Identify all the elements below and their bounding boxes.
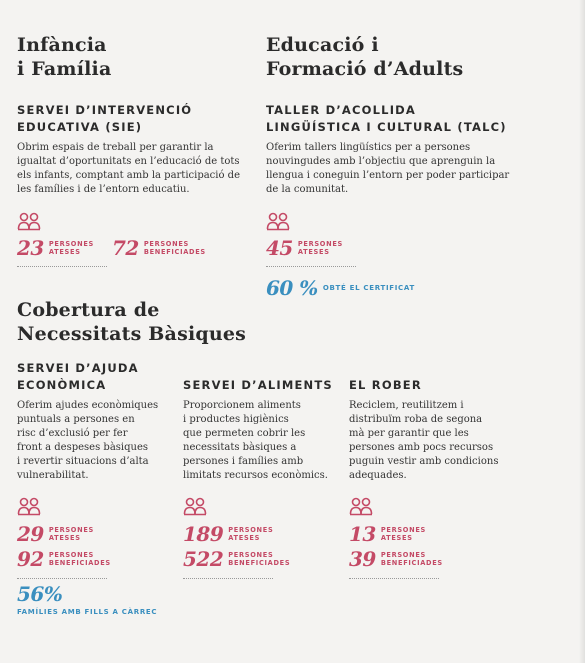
stat-ateses-aliments [183, 522, 273, 546]
stat-label [49, 240, 94, 256]
percent-value: 56% [17, 582, 63, 606]
stat-label-line: ATESES [48, 534, 81, 542]
description-line: llengua i coneguin l’entorn per poder participar [266, 170, 510, 181]
stat-ateses-ajuda [17, 522, 94, 546]
description-line: Reciclem, reutilitzem i [349, 400, 464, 411]
stat-label-line: PERSONES [143, 240, 189, 248]
stat-label-line: BENEFICIADES [143, 248, 206, 256]
stat-label-line: ATESES [297, 248, 330, 256]
stat-ateses-rober [349, 522, 426, 546]
description-line: de la comunitat. [266, 184, 349, 195]
people-icon [349, 497, 373, 516]
title-line: Cobertura de [17, 299, 160, 321]
stat-value: 39 [349, 547, 376, 571]
stat-value: 522 [183, 547, 224, 571]
description-line: limitats recursos econòmics. [183, 470, 328, 481]
description-line: persones i famílies amb [183, 456, 304, 467]
stat-label [381, 551, 443, 567]
stat-label-line: PERSONES [48, 551, 94, 559]
stat-ateses-talc [266, 236, 343, 260]
description-line: adequades. [349, 470, 407, 481]
section-title-infancia [17, 33, 111, 81]
stat-value: 72 [112, 236, 139, 260]
stat-label-line: PERSONES [48, 240, 94, 248]
divider [183, 578, 273, 579]
stat-label [144, 240, 206, 256]
description-line: Oferim tallers lingüístics per a persones [266, 142, 471, 153]
stat-label-line: ATESES [380, 534, 413, 542]
service-title-ajuda [17, 360, 139, 394]
stat-beneficiades-aliments [183, 547, 290, 571]
service-title-sie [17, 102, 192, 136]
stat-label-line: BENEFICIADES [228, 559, 291, 567]
service-description-aliments [183, 399, 338, 483]
stat-label-line: PERSONES [380, 526, 426, 534]
divider [349, 578, 439, 579]
service-title-line: SERVEI D’INTERVENCIÓ [17, 103, 193, 117]
stat-label-line: PERSONES [48, 526, 94, 534]
description-line: nouvingudes amb l’objectiu que aprenguin la [266, 156, 496, 167]
description-line: Obrim espais de treball per garantir la [17, 142, 214, 153]
description-line: les famílies i de l’entorn educatiu. [17, 184, 190, 195]
description-line: els infants, comptant amb la participació de [17, 170, 241, 181]
stat-label-line: PERSONES [380, 551, 426, 559]
description-line: persones amb pocs recursos [349, 442, 494, 453]
percent-families [17, 584, 157, 616]
service-title-line: EL ROBER [349, 378, 422, 392]
percent-certificat [266, 276, 415, 300]
title-line: Infància [17, 34, 107, 56]
section-title-cobertura [17, 298, 246, 346]
divider [266, 266, 356, 267]
description-line: vulnerabilitat. [17, 470, 89, 481]
stat-label-line: PERSONES [228, 526, 274, 534]
stat-label [228, 526, 273, 542]
percent-label: OBTÉ EL CERTIFICAT [322, 284, 415, 292]
stat-ateses-sie [17, 236, 94, 260]
service-title-rober [349, 377, 422, 394]
stat-value: 13 [349, 522, 376, 546]
service-title-line: TALLER D’ACOLLIDA [266, 103, 417, 117]
description-line: i revertir situacions d’alta [17, 456, 149, 467]
description-line: puguin vestir amb condicions [349, 456, 499, 467]
description-line: risc d’exclusió per fer [17, 428, 128, 439]
stat-value: 189 [183, 522, 224, 546]
stat-label [381, 526, 426, 542]
description-line: mà per garantir que les [349, 428, 469, 439]
stat-label-line: BENEFICIADES [380, 559, 443, 567]
description-line: i productes higiènics [183, 414, 289, 425]
stat-value: 45 [266, 236, 293, 260]
stat-beneficiades-rober [349, 547, 443, 571]
stat-label-line: PERSONES [228, 551, 274, 559]
description-line: igualtat d’oportunitats en l’educació de tots [17, 156, 240, 167]
description-line: necessitats bàsiques a [183, 442, 297, 453]
service-description-rober [349, 399, 509, 483]
description-line: Proporcionem aliments [183, 400, 301, 411]
service-title-line: SERVEI D’ALIMENTS [183, 378, 333, 392]
stat-label-line: ATESES [228, 534, 261, 542]
people-icon [183, 497, 207, 516]
service-title-line: ECONÒMICA [17, 378, 107, 392]
stat-value: 29 [17, 522, 44, 546]
service-title-talc [266, 102, 507, 136]
stat-label-line: BENEFICIADES [48, 559, 111, 567]
service-title-line: LINGÜÍSTICA I CULTURAL (TALC) [266, 120, 507, 134]
description-line: puntuals a persones en [17, 414, 135, 425]
title-line: Necessitats Bàsiques [17, 323, 247, 345]
stat-label [49, 526, 94, 542]
people-icon [17, 212, 41, 231]
title-line: Educació i [266, 34, 379, 56]
description-line: front a despeses bàsiques [17, 442, 148, 453]
stat-label-line: ATESES [48, 248, 81, 256]
description-line: Oferim ajudes econòmiques [17, 400, 159, 411]
stat-label [49, 551, 111, 567]
title-line: Formació d’Adults [266, 58, 464, 80]
title-line: i Família [17, 58, 112, 80]
stat-label [228, 551, 290, 567]
service-title-aliments [183, 377, 333, 394]
description-line: distribuïm roba de segona [349, 414, 483, 425]
service-title-line: EDUCATIVA (SIE) [17, 120, 143, 134]
percent-label: FAMÍLIES AMB FILLS A CÀRREC [17, 608, 158, 616]
service-description-sie [17, 141, 262, 197]
stat-value: 23 [17, 236, 44, 260]
service-description-ajuda [17, 399, 167, 483]
stat-beneficiades-ajuda [17, 547, 111, 571]
people-icon [17, 497, 41, 516]
stat-value: 92 [17, 547, 44, 571]
divider [17, 578, 107, 579]
stat-beneficiades-sie [112, 236, 206, 260]
divider [17, 266, 107, 267]
stat-label [298, 240, 343, 256]
people-icon [266, 212, 290, 231]
service-title-line: SERVEI D’AJUDA [17, 361, 139, 375]
service-description-talc [266, 141, 526, 197]
section-title-educacio [266, 33, 463, 81]
description-line: que permeten cobrir les [183, 428, 306, 439]
stat-label-line: PERSONES [297, 240, 343, 248]
percent-value: 60 % [266, 276, 318, 300]
